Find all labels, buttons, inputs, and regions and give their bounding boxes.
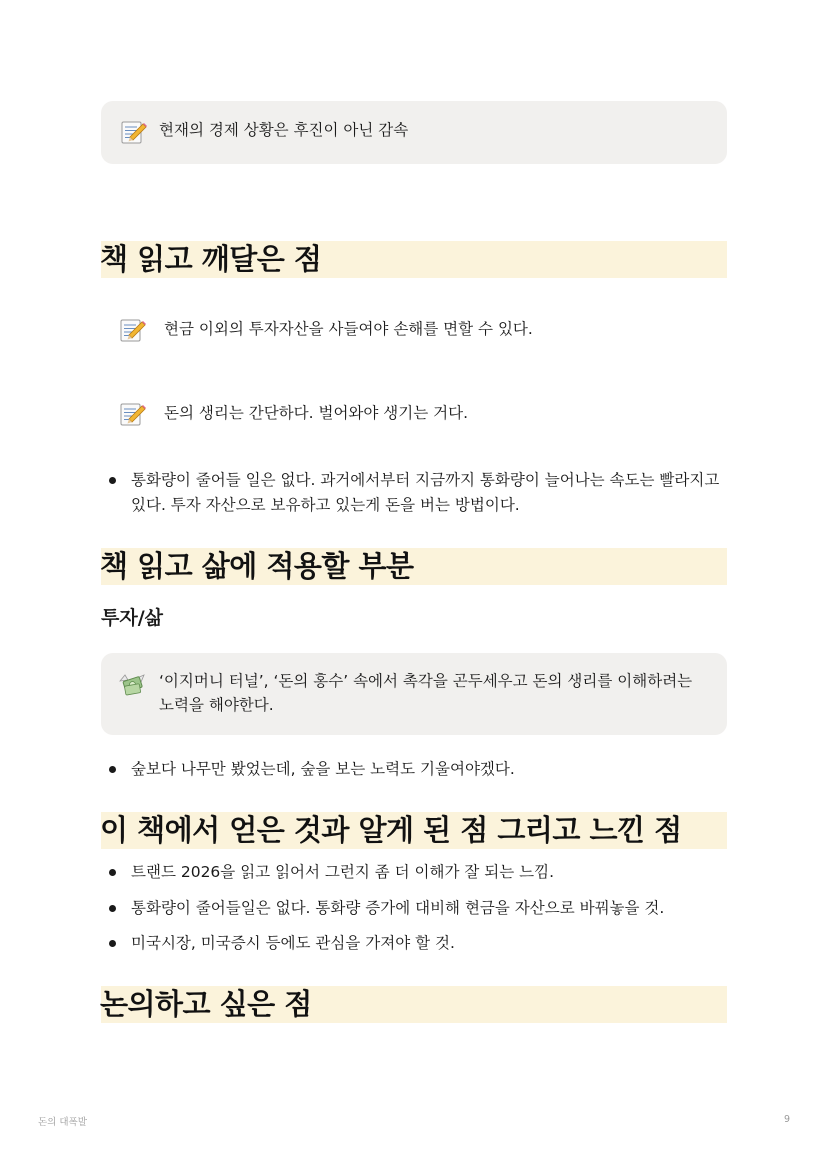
bullet-dot [109, 477, 116, 484]
memo-pencil-icon [118, 316, 146, 344]
note-text: 현금 이외의 투자자산을 사들여야 손해를 면할 수 있다. [164, 320, 533, 338]
bullet-dot [109, 869, 116, 876]
heading-apply-text: 책 읽고 삶에 적용할 부분 [100, 549, 414, 583]
bullet-dot [109, 940, 116, 947]
heading-discuss [101, 986, 727, 1023]
callout-text: ‘이지머니 터널’, ‘돈의 홍수’ 속에서 촉각을 곤두세우고 돈의 생리를 이해하려는 노력을 해야한다. [159, 672, 693, 714]
note-item [118, 316, 718, 348]
callout-easy-money [101, 653, 727, 735]
subheading-invest-life: 투자/삶 [101, 607, 164, 629]
heading-learned [101, 812, 727, 849]
list-item: 미국시장, 미국증시 등에도 관심을 가져야 할 것. [131, 934, 455, 952]
list-item: 트랜드 2026을 읽고 읽어서 그런지 좀 더 이해가 잘 되는 느낌. [131, 863, 555, 881]
note-text: 돈의 생리는 간단하다. 벌어와야 생기는 거다. [164, 404, 469, 422]
callout-text: 현재의 경제 상황은 후진이 아닌 감속 [159, 121, 409, 139]
list-item: 통화량이 줄어들일은 없다. 통화량 증가에 대비해 현금을 자산으로 바꿔놓을 것. [131, 899, 665, 917]
list-item: 숲보다 나무만 봤었는데, 숲을 보는 노력도 기울여야겠다. [131, 760, 515, 778]
memo-pencil-icon [118, 400, 146, 428]
heading-learned-text: 이 책에서 얻은 것과 알게 된 점 그리고 느낀 점 [100, 813, 682, 847]
callout-economy [101, 101, 727, 164]
list-item: 통화량이 줄어들 일은 없다. 과거에서부터 지금까지 통화량이 늘어나는 속도는 빨라지고 있다. 투자 자산으로 보유하고 있는게 돈을 버는 방법이다. [131, 471, 720, 514]
memo-pencil-icon [119, 118, 147, 146]
bullet-dot [109, 766, 116, 773]
heading-realizations-text: 책 읽고 깨달은 점 [100, 242, 322, 276]
heading-apply [101, 548, 727, 585]
heading-realizations [101, 241, 727, 278]
footer-title: 돈의 대폭발 [38, 1117, 87, 1128]
note-item [118, 400, 718, 432]
page-number: 9 [783, 1114, 790, 1125]
money-wings-icon [117, 669, 147, 699]
bullet-dot [109, 905, 116, 912]
heading-discuss-text: 논의하고 싶은 점 [100, 987, 312, 1021]
